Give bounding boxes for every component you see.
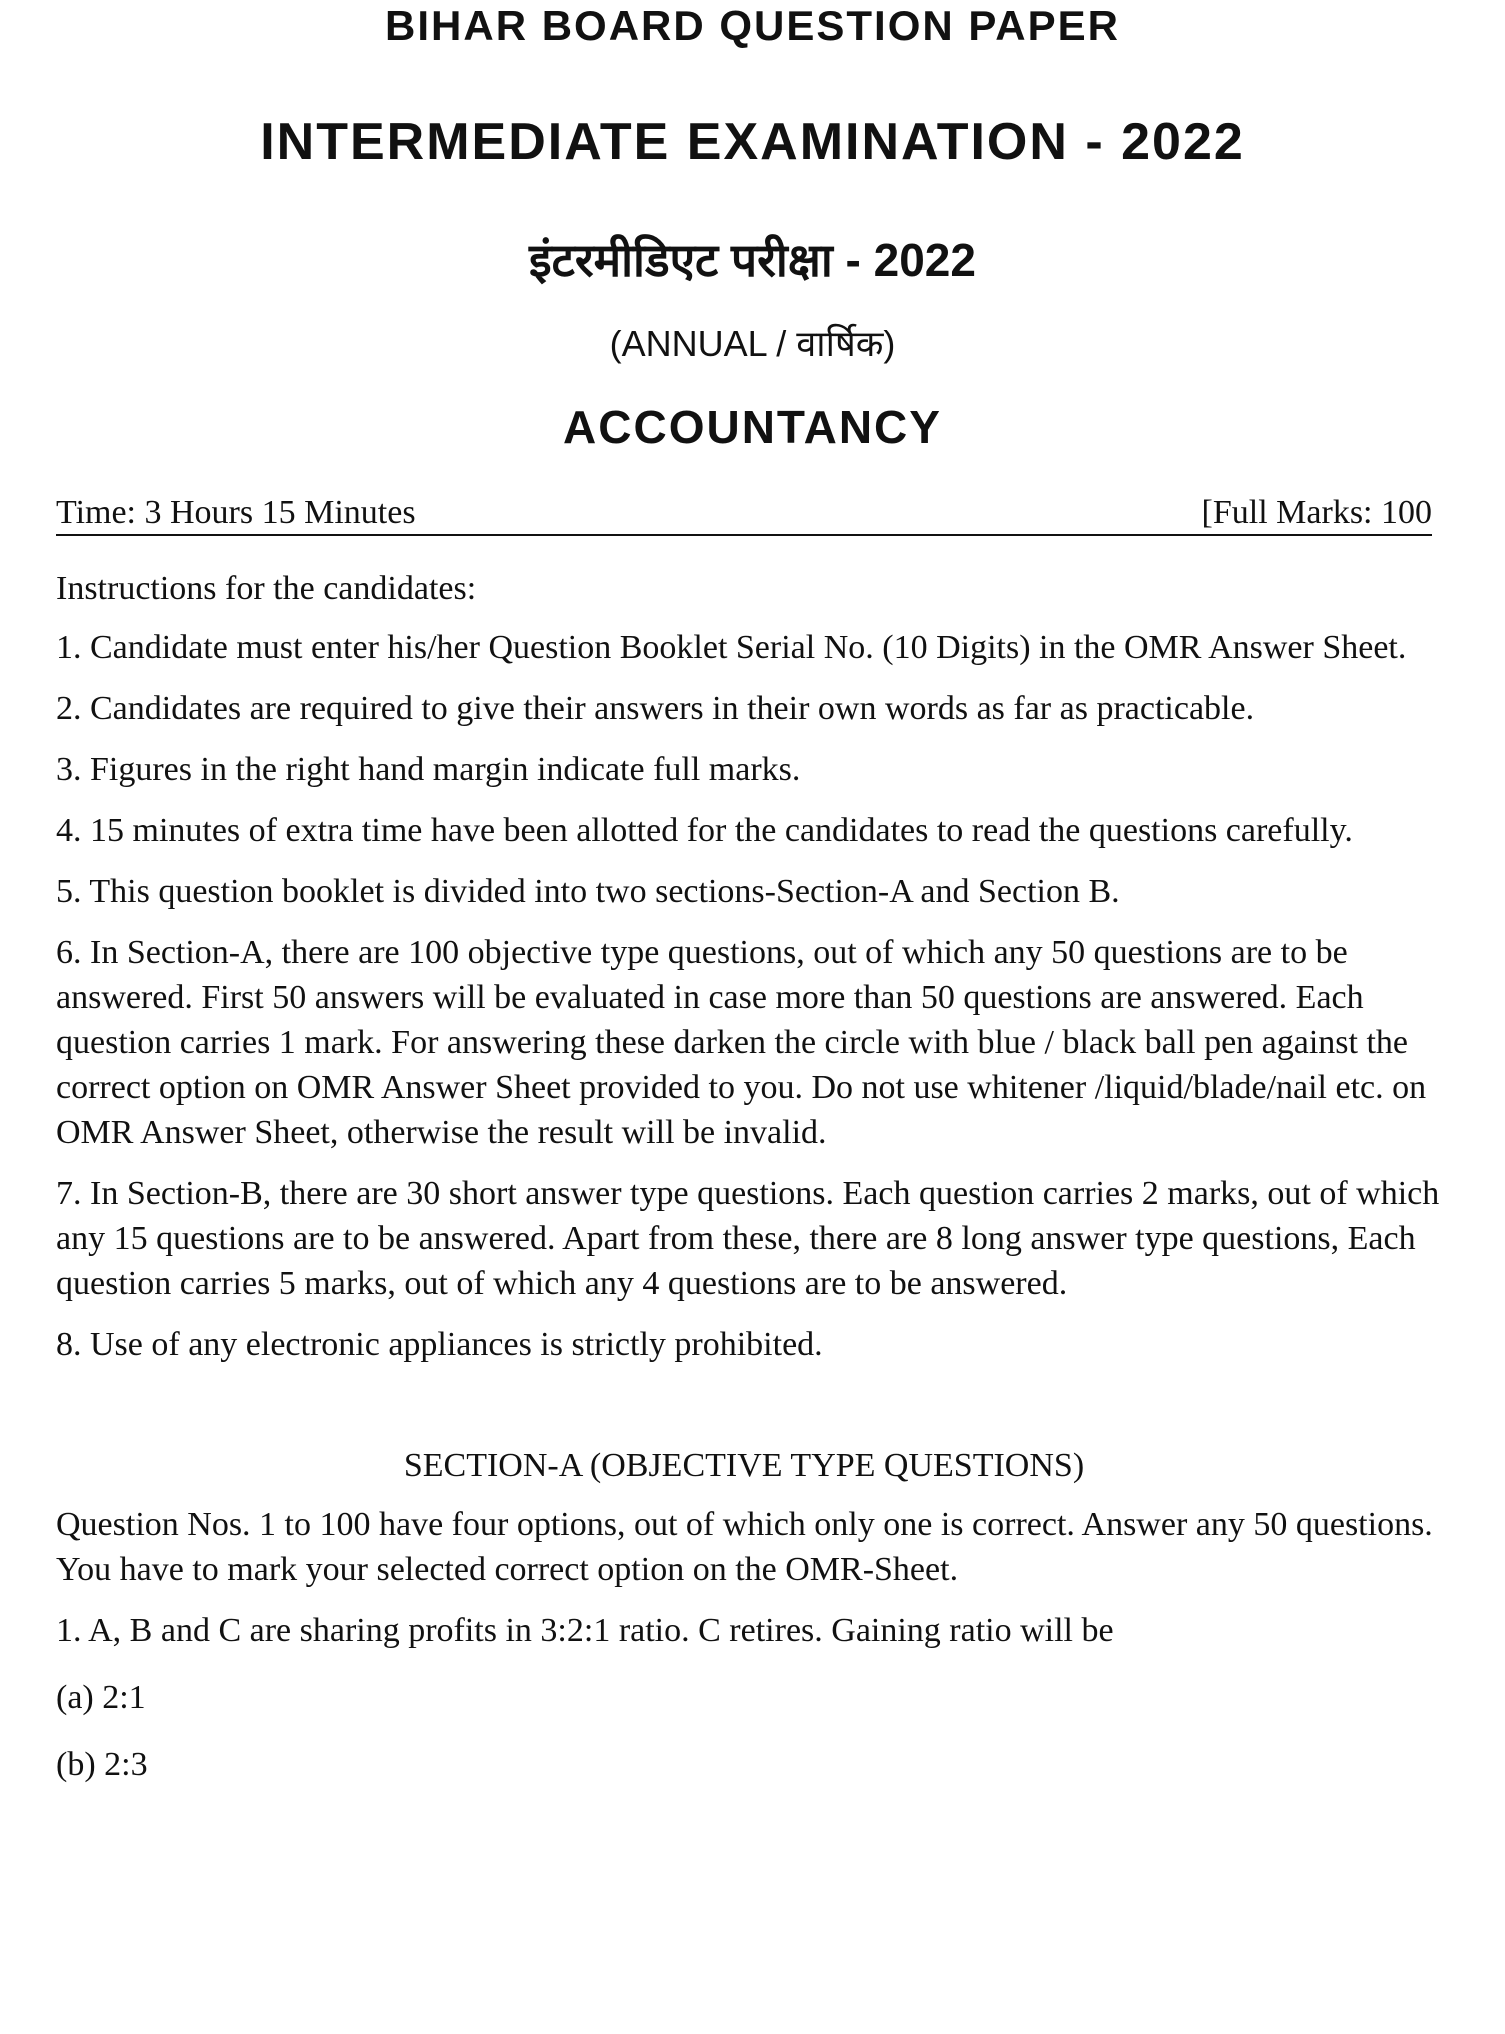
exam-title: INTERMEDIATE EXAMINATION - 2022 (260, 113, 1245, 171)
board-title: BIHAR BOARD QUESTION PAPER (385, 2, 1120, 49)
instruction-item: 7. In Section-B, there are 30 short answer type questions. Each question carries 2 marks, out of which any 15 questions are to be answered. Apart from these, there are 8 long answer type questions, Each question carries 5 marks, out of which any 4 questions are to be answered. (56, 1175, 1440, 1302)
instruction-item: 8. Use of any electronic appliances is strictly prohibited. (56, 1326, 823, 1363)
exam-meta-row (56, 488, 1432, 536)
question-option: (b) 2:3 (56, 1746, 148, 1783)
section-a-title: SECTION-A (OBJECTIVE TYPE QUESTIONS) (403, 1447, 1085, 1484)
time-allowed: Time: 3 Hours 15 Minutes (56, 494, 416, 531)
instruction-item: 2. Candidates are required to give their answers in their own words as far as practicable. (56, 690, 1255, 727)
full-marks: [Full Marks: 100 (1201, 494, 1432, 531)
section-a-intro: Question Nos. 1 to 100 have four options, out of which only one is correct. Answer any 50 questions. You have to mark your selected correct option on the OMR-Sheet. (56, 1506, 1433, 1588)
instruction-item: 1. Candidate must enter his/her Question Booklet Serial No. (10 Digits) in the OMR Answer Sheet. (56, 629, 1407, 666)
instruction-item: 4. 15 minutes of extra time have been allotted for the candidates to read the questions carefully. (56, 812, 1353, 849)
instruction-item: 3. Figures in the right hand margin indicate full marks. (56, 751, 801, 788)
document-body (56, 566, 1456, 1809)
instruction-item: 6. In Section-A, there are 100 objective type questions, out of which any 50 questions are to be answered. First 50 answers will be evaluated in case more than 50 questions are answered. Each question carries 1 mark. For answering these darken the circle with blue / black ball pen against the correct option on OMR Answer Sheet provided to you. Do not use whitener /liquid/blade/nail etc. on OMR Answer Sheet, otherwise the result will be invalid. (56, 934, 1427, 1151)
question-option: (a) 2:1 (56, 1679, 146, 1716)
subject-title: ACCOUNTANCY (563, 401, 942, 453)
question-text: 1. A, B and C are sharing profits in 3:2:1 ratio. C retires. Gaining ratio will be (56, 1612, 1114, 1649)
instructions-title: Instructions for the candidates: (56, 570, 477, 607)
instruction-item: 5. This question booklet is divided into two sections-Section-A and Section B. (56, 873, 1120, 910)
exam-type: (ANNUAL / वार्षिक) (609, 323, 896, 364)
exam-title-hindi: इंटरमीडिएट परीक्षा - 2022 (529, 234, 976, 286)
